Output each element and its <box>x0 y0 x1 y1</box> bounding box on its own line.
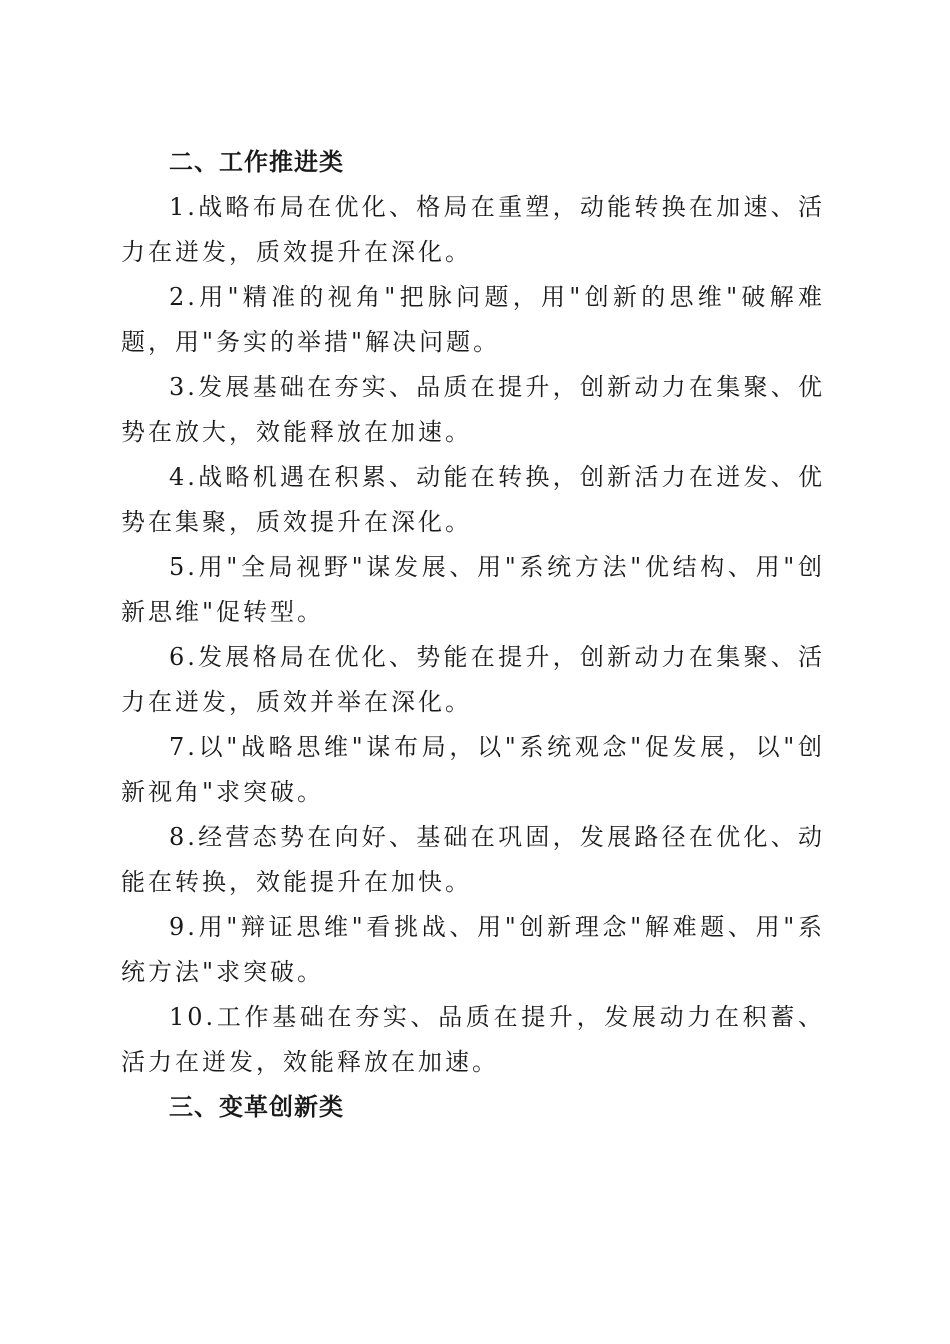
section-heading-reform-innovation: 三、变革创新类 <box>169 1093 344 1121</box>
list-item-1: 1.战略布局在优化、格局在重塑，动能转换在加速、活力在迸发，质效提升在深化。 <box>121 193 825 266</box>
list-item-9: 9.用"辩证思维"看挑战、用"创新理念"解难题、用"系统方法"求突破。 <box>121 913 825 986</box>
list-item-7: 7.以"战略思维"谋布局，以"系统观念"促发展，以"创新视角"求突破。 <box>121 733 825 806</box>
list-item-5: 5.用"全局视野"谋发展、用"系统方法"优结构、用"创新思维"促转型。 <box>121 553 825 626</box>
section-heading-work-progress: 二、工作推进类 <box>169 148 344 176</box>
list-item-8: 8.经营态势在向好、基础在巩固，发展路径在优化、动能在转换，效能提升在加快。 <box>121 823 825 896</box>
list-item-6: 6.发展格局在优化、势能在提升，创新动力在集聚、活力在迸发，质效并举在深化。 <box>121 643 825 716</box>
list-item-4: 4.战略机遇在积累、动能在转换，创新活力在迸发、优势在集聚，质效提升在深化。 <box>121 463 825 536</box>
document-body <box>121 140 825 1130</box>
list-item-3: 3.发展基础在夯实、品质在提升，创新动力在集聚、优势在放大，效能释放在加速。 <box>121 373 825 446</box>
list-item-10: 10.工作基础在夯实、品质在提升，发展动力在积蓄、活力在迸发，效能释放在加速。 <box>121 1003 825 1076</box>
list-item-2: 2.用"精准的视角"把脉问题，用"创新的思维"破解难题，用"务实的举措"解决问题。 <box>121 283 825 356</box>
